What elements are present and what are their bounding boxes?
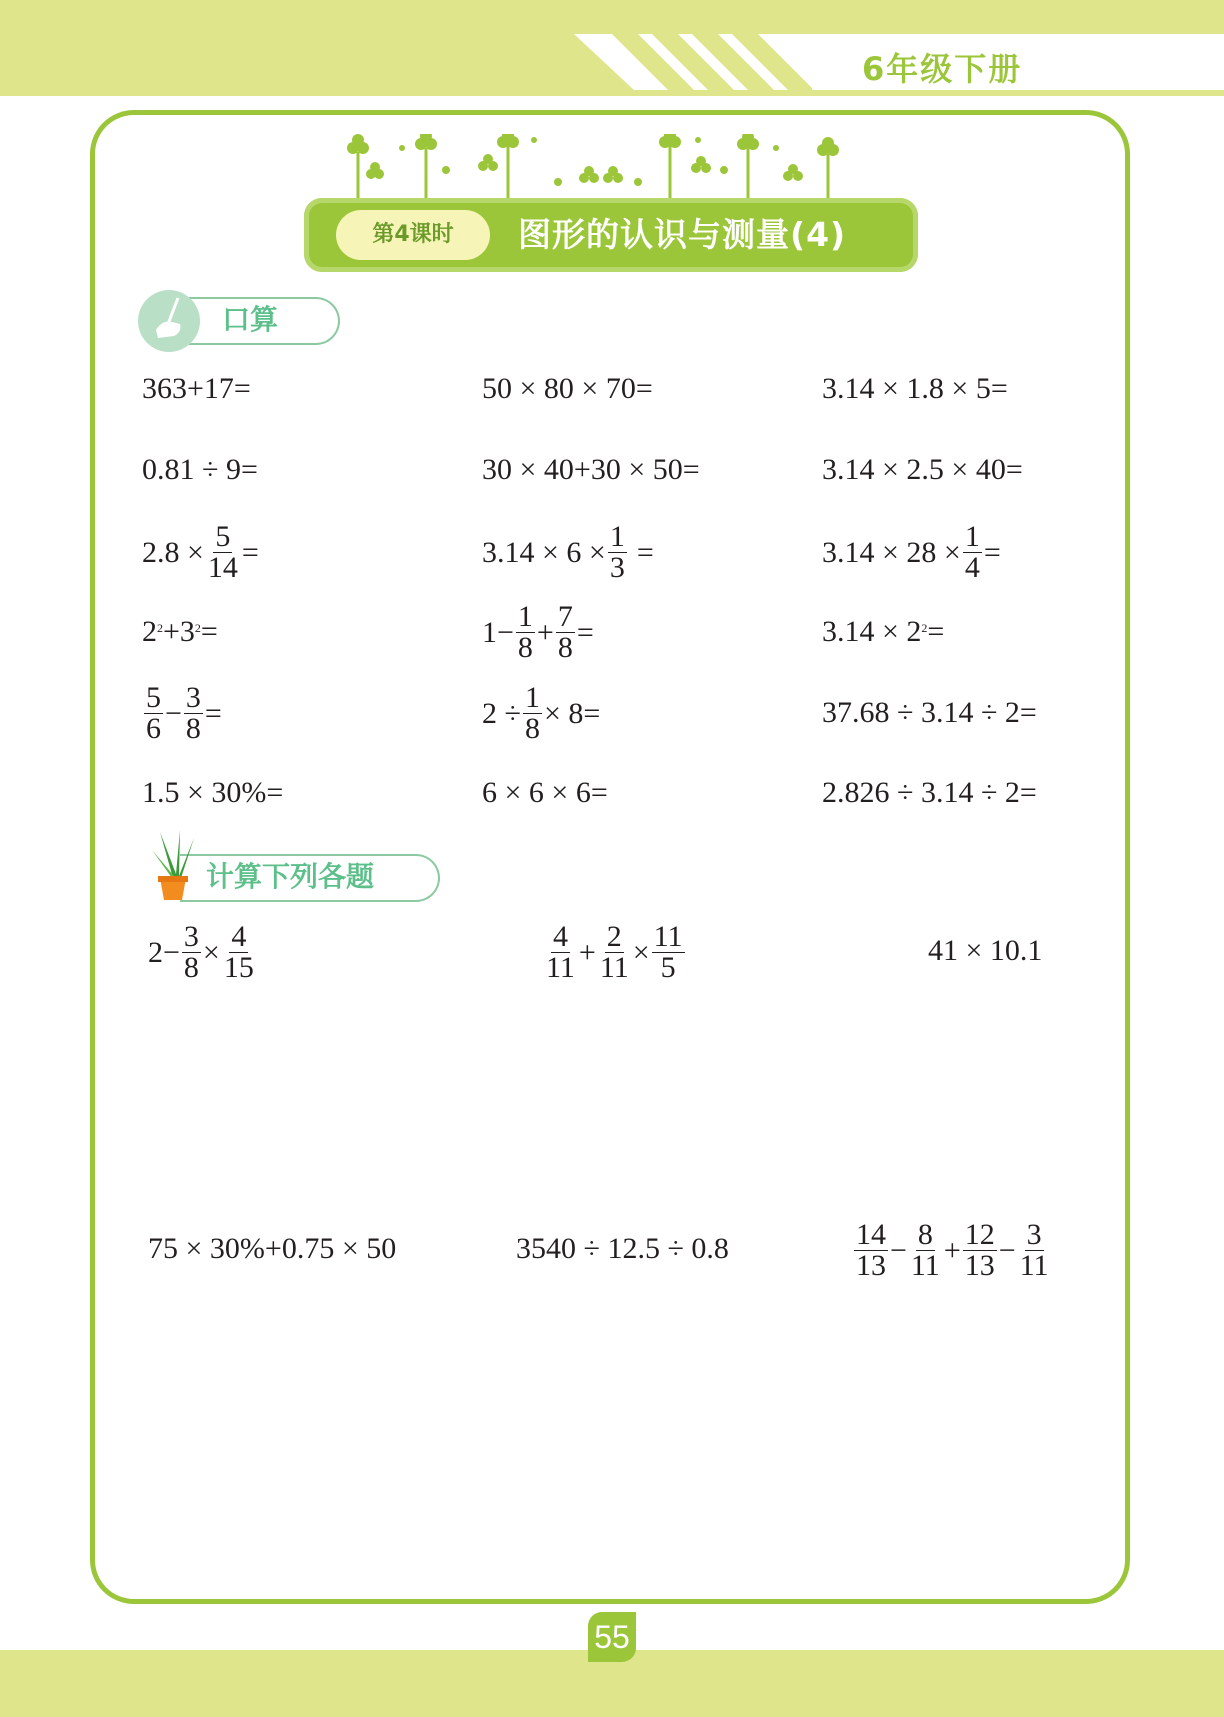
numerator: 5: [146, 681, 161, 714]
text: 3.14 × 2: [822, 615, 922, 648]
fraction: [516, 602, 535, 663]
clover-decoration-icon: [338, 134, 878, 204]
lesson-banner: [304, 198, 918, 272]
denominator: 11: [546, 951, 575, 984]
pen-hand-icon: [138, 290, 200, 352]
fraction: [144, 683, 163, 744]
denominator: 13: [856, 1249, 886, 1282]
operator: ×: [632, 935, 650, 969]
calc-p2: [542, 922, 687, 983]
operator: +: [578, 935, 596, 969]
operator: −: [890, 1233, 907, 1267]
oral-r3c1: [142, 522, 259, 583]
numerator: 1: [964, 520, 980, 553]
numerator: 3: [185, 681, 201, 714]
operator: +: [943, 1233, 961, 1267]
fraction: [909, 1220, 942, 1281]
oral-r2c2: 30 × 40+30 × 50=: [482, 453, 700, 486]
denominator: 11: [599, 951, 629, 984]
numerator: 2: [606, 920, 622, 953]
lesson-title: 图形的认识与测量(4): [518, 215, 847, 254]
fraction: [556, 602, 575, 663]
numerator: 1: [609, 520, 625, 553]
text: =: [636, 535, 654, 569]
numerator: 4: [231, 920, 247, 953]
numerator: 4: [552, 920, 568, 953]
exponent: 2: [194, 621, 201, 635]
oral-section-title: 口算: [222, 303, 279, 336]
header-stripes: [612, 34, 812, 90]
operator: −: [165, 696, 182, 730]
fraction: [184, 683, 203, 744]
text: 2−: [148, 935, 180, 969]
numerator: 7: [557, 600, 573, 633]
page-number: 55: [588, 1612, 636, 1662]
text: =: [241, 535, 259, 569]
oral-r5c1: [142, 683, 222, 744]
denominator: 4: [964, 551, 980, 584]
fraction: [608, 522, 627, 583]
text: =: [576, 615, 594, 649]
operator: ×: [202, 935, 220, 969]
denominator: 6: [146, 712, 161, 745]
operator: +: [536, 615, 554, 649]
grade-title: 6年级下册: [862, 50, 1023, 88]
numerator: 11: [653, 920, 683, 953]
potted-plant-icon: [150, 828, 196, 902]
calc-p6: [852, 1220, 1053, 1281]
fraction: [598, 922, 631, 983]
denominator: 5: [660, 951, 676, 984]
denominator: 11: [1019, 1249, 1049, 1282]
fraction: [1018, 1220, 1051, 1281]
denominator: 11: [910, 1249, 940, 1282]
numerator: 3: [183, 920, 199, 953]
oral-r5c3: 37.68 ÷ 3.14 ÷ 2=: [822, 696, 1037, 729]
denominator: 13: [964, 1249, 995, 1282]
numerator: 14: [856, 1218, 886, 1251]
numerator: 5: [215, 520, 231, 553]
oral-r4c3: [822, 617, 944, 647]
text: =: [927, 615, 945, 648]
text: 3.14 × 6 ×: [482, 535, 606, 569]
oral-r1c1: 363+17=: [142, 372, 251, 405]
oral-r2c1: 0.81 ÷ 9=: [142, 453, 258, 486]
denominator: 8: [557, 631, 573, 664]
denominator: 15: [223, 951, 254, 984]
operator: −: [998, 1233, 1016, 1267]
exponent: 2: [157, 621, 163, 635]
oral-r1c3: 3.14 × 1.8 × 5=: [822, 372, 1008, 405]
text: 1−: [482, 615, 514, 649]
oral-r5c2: [482, 683, 600, 744]
denominator: 8: [524, 712, 540, 745]
fraction: [963, 1220, 997, 1281]
base: 2: [142, 615, 157, 648]
oral-r6c3: 2.826 ÷ 3.14 ÷ 2=: [822, 776, 1037, 809]
fraction: [206, 522, 240, 583]
denominator: 3: [609, 551, 625, 584]
text: × 8=: [543, 696, 601, 730]
base: 3: [179, 615, 195, 648]
exponent: 2: [921, 621, 928, 635]
denominator: 8: [183, 951, 199, 984]
calc-p4: 75 × 30%+0.75 × 50: [148, 1232, 397, 1265]
text: 2.8 ×: [142, 535, 204, 569]
denominator: 8: [517, 631, 533, 664]
oral-r1c2: 50 × 80 × 70=: [482, 372, 653, 405]
oral-r3c2: [482, 522, 654, 583]
oral-r4c1: [142, 617, 218, 647]
fraction: [854, 1220, 888, 1281]
numerator: 1: [524, 681, 540, 714]
fraction: [963, 522, 982, 583]
numerator: 12: [964, 1218, 995, 1251]
fraction: [523, 683, 542, 744]
oral-r2c3: 3.14 × 2.5 × 40=: [822, 453, 1023, 486]
fraction: [222, 922, 256, 983]
denominator: 14: [207, 551, 238, 584]
calc-p5: 3540 ÷ 12.5 ÷ 0.8: [516, 1232, 729, 1265]
calc-p3: 41 × 10.1: [928, 934, 1043, 967]
oral-r4c2: [482, 602, 594, 663]
numerator: 3: [1026, 1218, 1042, 1251]
fraction: [544, 922, 577, 983]
calc-section-title: 计算下列各题: [206, 860, 375, 893]
text: 2 ÷: [482, 696, 521, 730]
operator: +: [163, 615, 180, 648]
oral-r6c1: 1.5 × 30%=: [142, 776, 284, 809]
lesson-number: 第4课时: [336, 210, 490, 260]
oral-r6c2: 6 × 6 × 6=: [482, 776, 608, 809]
numerator: 1: [517, 600, 533, 633]
oral-r3c3: [822, 522, 1001, 583]
calc-p1: [148, 922, 258, 983]
text: =: [200, 615, 218, 648]
text: =: [204, 696, 222, 730]
numerator: 8: [917, 1218, 933, 1251]
text: =: [983, 535, 1001, 569]
text: 3.14 × 28 ×: [822, 535, 961, 569]
fraction: [182, 922, 201, 983]
denominator: 8: [185, 712, 201, 745]
fraction: [652, 922, 685, 983]
